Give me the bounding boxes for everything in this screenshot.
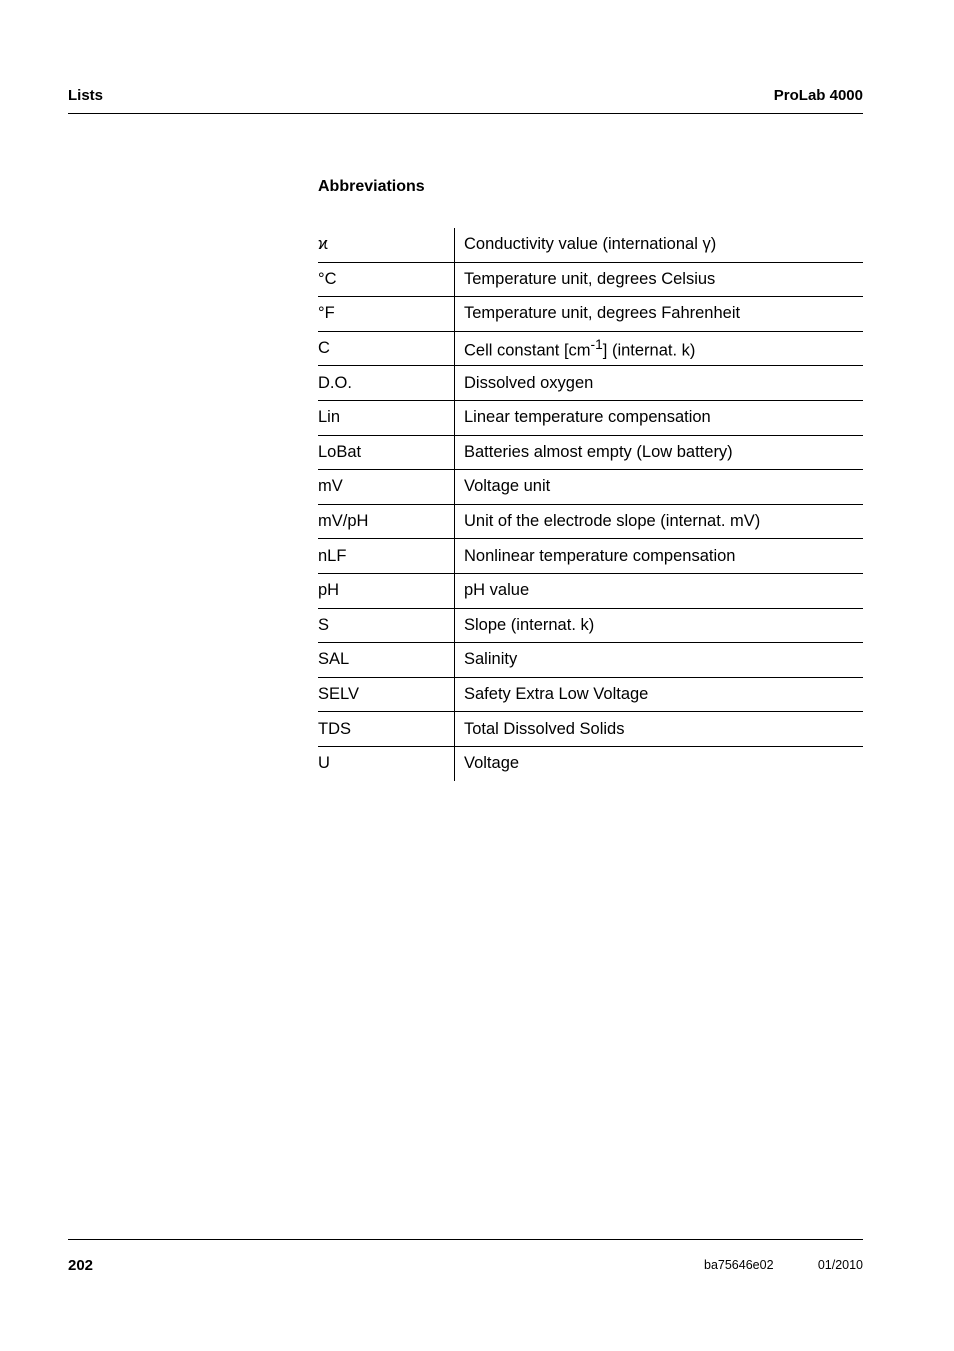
section-title: Abbreviations bbox=[318, 178, 425, 195]
abbreviation-description: pH value bbox=[455, 573, 864, 608]
table-row bbox=[318, 746, 863, 780]
abbreviation-term: SELV bbox=[318, 677, 455, 712]
abbreviation-term: nLF bbox=[318, 539, 455, 574]
header-divider bbox=[68, 113, 863, 114]
abbreviation-description: Nonlinear temperature compensation bbox=[455, 539, 864, 574]
abbreviation-term: SAL bbox=[318, 643, 455, 678]
abbreviation-term: °C bbox=[318, 262, 455, 297]
abbreviation-description: Dissolved oxygen bbox=[455, 366, 864, 401]
table-row bbox=[318, 677, 863, 712]
abbreviation-term: mV/pH bbox=[318, 504, 455, 539]
table-row bbox=[318, 228, 863, 262]
abbreviations-table bbox=[318, 228, 863, 781]
table-row bbox=[318, 643, 863, 678]
table-row bbox=[318, 400, 863, 435]
table-row bbox=[318, 366, 863, 401]
abbreviation-term: TDS bbox=[318, 712, 455, 747]
running-header-section: Lists bbox=[68, 87, 104, 104]
abbreviation-description: Salinity bbox=[455, 643, 864, 678]
abbreviation-description: Unit of the electrode slope (internat. mV) bbox=[455, 504, 864, 539]
abbreviation-term: mV bbox=[318, 470, 455, 505]
abbreviation-description: Voltage bbox=[464, 754, 520, 773]
abbreviation-term: C bbox=[318, 331, 455, 366]
abbreviation-description: Safety Extra Low Voltage bbox=[455, 677, 864, 712]
abbreviation-term: Lin bbox=[318, 400, 455, 435]
abbreviation-description: Temperature unit, degrees Celsius bbox=[455, 262, 864, 297]
running-header-product: ProLab 4000 bbox=[773, 87, 863, 104]
table-row bbox=[318, 297, 863, 332]
table-row bbox=[318, 331, 863, 366]
footer-divider bbox=[68, 1239, 863, 1240]
abbreviation-description: Total Dissolved Solids bbox=[455, 712, 864, 747]
abbreviation-description: Batteries almost empty (Low battery) bbox=[455, 435, 864, 470]
abbreviation-term: U bbox=[318, 746, 455, 780]
table-row bbox=[318, 608, 863, 643]
abbreviation-description: Slope (internat. k) bbox=[455, 608, 864, 643]
description-superscript: -1 bbox=[590, 336, 603, 352]
abbreviation-term: pH bbox=[318, 573, 455, 608]
table-row bbox=[318, 504, 863, 539]
description-text: ] (internat. k) bbox=[602, 341, 696, 360]
abbreviation-term: D.O. bbox=[318, 366, 455, 401]
abbreviation-term: °F bbox=[318, 297, 455, 332]
page-number: 202 bbox=[68, 1257, 94, 1274]
document-date: 01/2010 bbox=[817, 1258, 863, 1272]
abbreviation-term: ϰ bbox=[318, 228, 455, 262]
document-id: ba75646e02 bbox=[704, 1258, 774, 1272]
abbreviation-description: Voltage unit bbox=[455, 470, 864, 505]
abbreviation-description bbox=[455, 331, 864, 366]
table-row bbox=[318, 539, 863, 574]
table-row bbox=[318, 435, 863, 470]
table-row bbox=[318, 712, 863, 747]
table-row bbox=[318, 573, 863, 608]
abbreviation-description: Linear temperature compensation bbox=[455, 400, 864, 435]
abbreviation-term: S bbox=[318, 608, 455, 643]
description-text: Cell constant [cm bbox=[464, 341, 591, 360]
abbreviation-description: Temperature unit, degrees Fahrenheit bbox=[455, 297, 864, 332]
abbreviation-term: LoBat bbox=[318, 435, 455, 470]
table-row bbox=[318, 262, 863, 297]
abbreviation-description: Conductivity value (international γ) bbox=[455, 228, 864, 262]
table-row bbox=[318, 470, 863, 505]
